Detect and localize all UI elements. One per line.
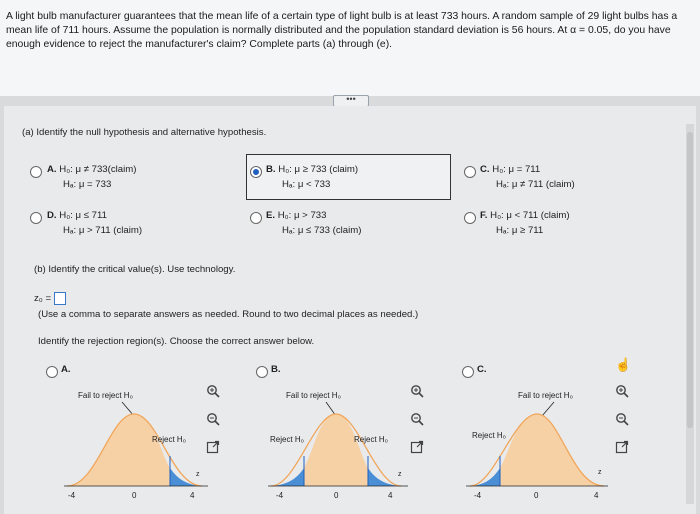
critical-value-input[interactable]	[54, 292, 66, 305]
graph-b-tick-min: -4	[276, 491, 284, 500]
graph-a-z-label: z	[196, 471, 200, 478]
zoom-in-icon[interactable]	[206, 384, 220, 398]
option-b-ha: Hₐ: μ < 733	[282, 179, 331, 190]
graph-c-letter: C.	[477, 364, 487, 375]
option-b-h0: H₀: μ ≥ 733 (claim)	[278, 164, 359, 175]
option-e-ha: Hₐ: μ ≤ 733 (claim)	[282, 225, 362, 236]
option-c-ha: Hₐ: μ ≠ 711 (claim)	[496, 179, 575, 190]
option-c[interactable]	[480, 162, 575, 192]
option-c-h0: H₀: μ = 711	[492, 164, 541, 175]
radio-graph-b[interactable]	[256, 366, 268, 378]
graph-b-accept-area	[304, 414, 368, 486]
option-f-letter: F.	[480, 210, 488, 221]
zoom-in-icon[interactable]	[410, 384, 424, 398]
graph-b-letter: B.	[271, 364, 281, 375]
option-d-h0: H₀: μ ≤ 711	[59, 210, 107, 221]
zoom-in-icon[interactable]	[615, 384, 629, 398]
graph-b-tick-max: 4	[388, 491, 393, 500]
radio-option-d[interactable]	[30, 212, 42, 224]
graph-c-fail-label: Fail to reject H₀	[518, 391, 573, 400]
mouse-cursor-icon: ☝	[615, 357, 632, 372]
radio-option-b[interactable]	[250, 166, 262, 178]
graph-c-tick-zero: 0	[534, 491, 539, 500]
radio-graph-a[interactable]	[46, 366, 58, 378]
graph-a-tick-min: -4	[68, 491, 76, 500]
option-f[interactable]	[480, 208, 570, 238]
graph-a	[62, 384, 212, 504]
radio-option-a[interactable]	[30, 166, 42, 178]
option-f-ha: Hₐ: μ ≥ 711	[496, 225, 544, 236]
scrollbar-thumb[interactable]	[687, 132, 693, 428]
option-d-letter: D.	[47, 210, 57, 221]
problem-header	[0, 0, 700, 96]
graph-b-fail-label: Fail to reject H₀	[286, 391, 341, 400]
graph-c-reject-label: Reject H₀	[472, 431, 506, 440]
option-a-ha: Hₐ: μ = 733	[63, 179, 112, 190]
radio-option-e[interactable]	[250, 212, 262, 224]
popout-icon[interactable]	[615, 440, 629, 454]
graph-b	[266, 384, 416, 504]
graph-c	[462, 384, 612, 504]
graph-c-z-label: z	[598, 469, 602, 476]
popout-icon[interactable]	[410, 440, 424, 454]
graph-b-reject-label-left: Reject H₀	[270, 435, 304, 444]
graph-a-letter: A.	[61, 364, 71, 375]
option-b[interactable]	[266, 162, 358, 192]
expand-button[interactable]: •••	[333, 95, 369, 107]
graph-a-tick-zero: 0	[132, 491, 137, 500]
graph-a-fail-label: Fail to reject H₀	[78, 391, 133, 400]
option-e-h0: H₀: μ > 733	[277, 210, 327, 221]
part-b-hint: (Use a comma to separate answers as needed. Round to two decimal places as needed.)	[38, 309, 419, 320]
graph-a-tick-max: 4	[190, 491, 195, 500]
critical-value-row	[34, 292, 66, 305]
zoom-out-icon[interactable]	[206, 412, 220, 426]
option-f-h0: H₀: μ < 711 (claim)	[490, 210, 570, 221]
option-c-letter: C.	[480, 164, 490, 175]
graph-b-reject-label-right: Reject H₀	[354, 435, 388, 444]
rejection-prompt: Identify the rejection region(s). Choose the correct answer below.	[38, 336, 315, 347]
option-e[interactable]	[266, 208, 361, 238]
z-label: z₀ =	[34, 293, 52, 305]
option-a-h0: H₀: μ ≠ 733(claim)	[59, 164, 137, 175]
option-d[interactable]	[47, 208, 142, 238]
part-a-title: (a) Identify the null hypothesis and alternative hypothesis.	[22, 127, 267, 138]
option-e-letter: E.	[266, 210, 276, 221]
option-a-letter: A.	[47, 164, 57, 175]
zoom-out-icon[interactable]	[410, 412, 424, 426]
graph-c-tick-min: -4	[474, 491, 482, 500]
graph-c-tick-max: 4	[594, 491, 599, 500]
popout-icon[interactable]	[206, 440, 220, 454]
scrollbar[interactable]	[686, 124, 694, 504]
option-b-letter: B.	[266, 164, 276, 175]
zoom-out-icon[interactable]	[615, 412, 629, 426]
option-a[interactable]	[47, 162, 136, 192]
radio-option-f[interactable]	[464, 212, 476, 224]
graph-b-tick-zero: 0	[334, 491, 339, 500]
graph-c-fail-pointer	[542, 402, 554, 416]
radio-option-c[interactable]	[464, 166, 476, 178]
option-d-ha: Hₐ: μ > 711 (claim)	[63, 225, 143, 236]
problem-text: A light bulb manufacturer guarantees that the mean life of a certain type of light bulb is at least 733 hours. A random sample of 29 light bulbs has a mean life of 711 hours. Assume the population is normally distributed and the population standard deviation is 56 hours. At α = 0.05, do you have enough evidence to reject the manufacturer's claim? Complete parts (a) through (e).	[6, 11, 678, 50]
radio-graph-c[interactable]	[462, 366, 474, 378]
graph-a-reject-label: Reject H₀	[152, 435, 186, 444]
part-b-title: (b) Identify the critical value(s). Use technology.	[34, 264, 236, 275]
graph-b-z-label: z	[398, 471, 402, 478]
